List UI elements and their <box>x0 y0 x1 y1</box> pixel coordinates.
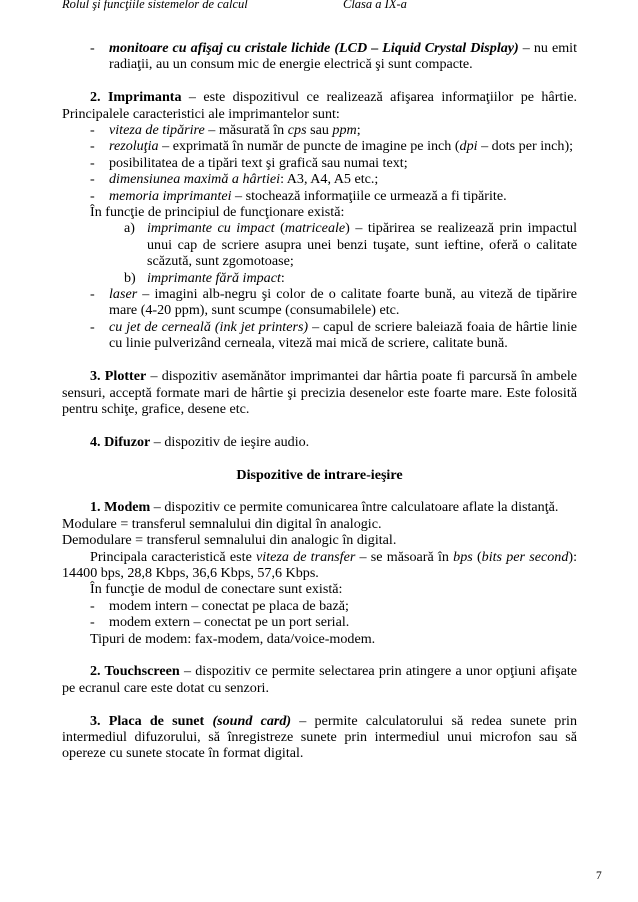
modem-modulation: Modulare = transferul semnalului din digital în analogic. <box>62 515 382 532</box>
printer-feature-resolution: - rezoluţia – exprimată în număr de puncte de imagine pe inch (dpi – dots per inch); <box>90 138 574 155</box>
page-body <box>62 40 577 762</box>
speaker-title: 4. Difuzor <box>90 433 151 450</box>
printer-type-impact: a) imprimante cu impact (matriceale) – tipărirea se realizează prin impactul unui cap de scriere asupra unei benzi tuşate, sunt ieftine, oferă o calitate scăzută, sunt zgomotoase; <box>124 220 577 270</box>
header-left-title: Rolul şi funcţiile sistemelor de calcul <box>62 0 248 11</box>
printer-feature-paper-size: - dimensiunea maximă a hârtiei: A3, A4, A5 etc.; <box>90 171 379 188</box>
modem-internal: - modem intern – conectat pe placa de bază; <box>90 597 349 614</box>
speaker-paragraph: 4. Difuzor – dispozitiv de ieşire audio. <box>90 433 310 450</box>
modem-paragraph: 1. Modem – dispozitiv ce permite comunicarea între calculatoare aflate la distanţă. <box>90 499 559 516</box>
modem-types: Tipuri de modem: fax-modem, data/voice-modem. <box>90 630 376 647</box>
printer-intro: 2. Imprimanta – este dispozitivul ce realizează afişarea informaţiilor pe hârtie. Principalele caracteristici ale imprimantelor sunt: <box>62 89 577 122</box>
page-number: 7 <box>596 870 602 882</box>
touchscreen-title: 2. Touchscreen <box>90 663 180 680</box>
modem-demodulation: Demodulare = transferul semnalului din analogic în digital. <box>62 532 397 549</box>
printer-principle: În funcţie de principiul de funcţionare există: <box>90 204 345 221</box>
printer-laser: - laser – imagini alb-negru şi color de o calitate foarte bună, au viteză de tipărire mare (4-20 ppm), sunt scumpe (consumabilele) etc. <box>90 286 577 319</box>
plotter-title: 3. Plotter <box>90 368 147 385</box>
touchscreen-paragraph: 2. Touchscreen – dispozitiv ce permite selectarea prin atingere a unor opţiuni afişate pe ecranul care este dotat cu senzori. <box>62 663 577 696</box>
io-devices-heading: Dispozitive de intrare-ieşire <box>236 466 403 483</box>
printer-feature-text-graphics: - posibilitatea de a tipări text şi grafică sau numai text; <box>90 154 408 171</box>
header-right-class: Clasa a IX-a <box>343 0 407 11</box>
printer-feature-memory: - memoria imprimantei – stochează informaţiile ce urmează a fi tipărite. <box>90 187 507 204</box>
printer-feature-speed: - viteza de tipărire – măsurată în cps sau ppm; <box>90 122 361 139</box>
modem-speed: Principala caracteristică este viteza de transfer – se măsoară în bps (bits per second): 14400 bps, 28,8 Kbps, 36,6 Kbps, 57,6 Kbps. <box>62 548 577 581</box>
modem-connection: În funcţie de modul de conectare sunt există: <box>90 581 343 598</box>
running-header <box>0 0 638 20</box>
printer-inkjet: - cu jet de cerneală (ink jet printers) – capul de scriere baleiază foaia de hârtie linie cu linie pulverizând cerneala, viteză mai mică de scriere, calitate bună. <box>90 318 577 352</box>
printer-type-non-impact: b) imprimante fără impact: <box>124 269 285 286</box>
plotter-paragraph: 3. Plotter – dispozitiv asemănător imprimantei dar hârtia poate fi parcursă în ambele sensuri, acceptă formate mari de hârtie şi precizia desenelor este foarte mare. Este folosită pentru schiţe, grafice, desene etc. <box>62 368 577 417</box>
modem-external: - modem extern – conectat pe un port serial. <box>90 614 350 631</box>
sound-card-title: 3. Placa de sunet <box>90 712 205 729</box>
lcd-text: – nu emit radiaţii, au un consum mic de energie electrică şi sunt compacte. <box>109 40 577 73</box>
lcd-bullet <box>62 40 577 73</box>
lcd-term: monitoare cu afişaj cu cristale lichide (LCD – Liquid Crystal Display) <box>109 40 519 56</box>
printer-title: 2. Imprimanta <box>90 89 182 106</box>
sound-card-paragraph: 3. Placa de sunet (sound card) – permite calculatorului să redea sunete prin intermediul difuzorului, să înregistreze sunete prin intermediul unui microfon sau să opereze cu sunete stocate în format digital. <box>62 712 577 762</box>
bullet-dash: - <box>90 40 95 56</box>
modem-title: 1. Modem <box>90 499 151 516</box>
